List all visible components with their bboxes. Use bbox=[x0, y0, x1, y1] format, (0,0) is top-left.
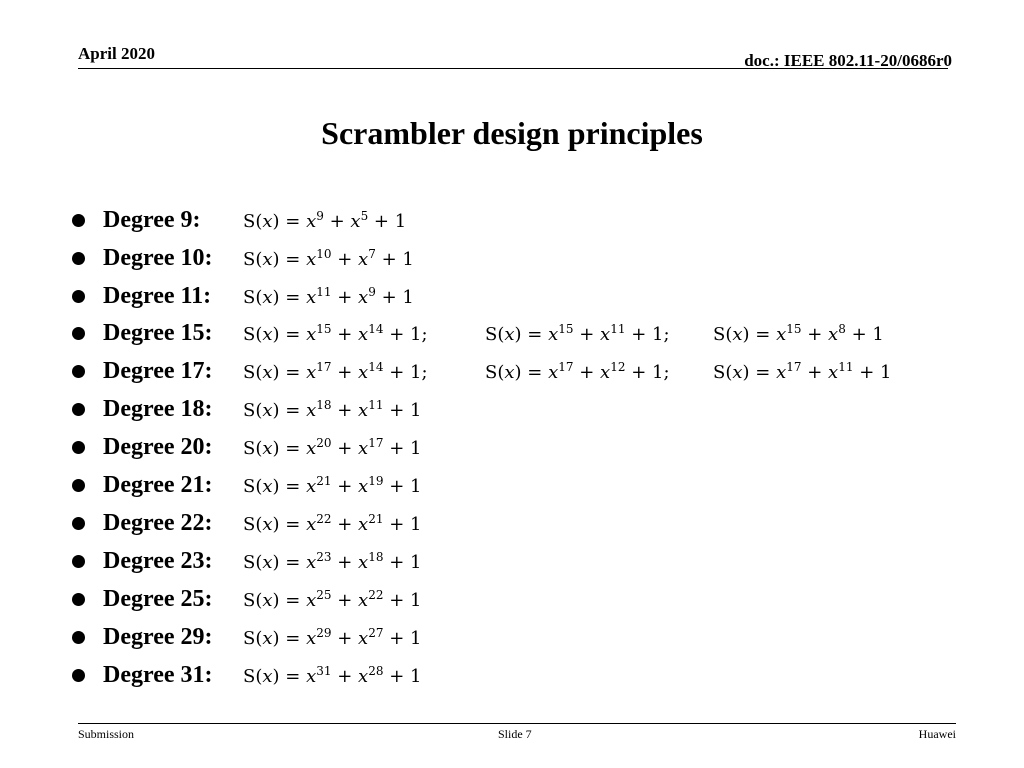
polynomial-formula: $S(x) = x^{25} + x^{22} + 1$ bbox=[243, 588, 422, 611]
bullet-dot-icon bbox=[72, 593, 85, 606]
bullet-item bbox=[0, 658, 1024, 692]
footer-submission: Submission bbox=[78, 727, 135, 741]
polynomial-formula: $S(x) = x^{20} + x^{17} + 1$ bbox=[243, 436, 422, 459]
bullet-dot-icon bbox=[72, 631, 85, 644]
bullet-item bbox=[0, 544, 1024, 578]
polynomial-formula: $S(x) = x^{15} + x^{11} + 1$; bbox=[485, 322, 670, 345]
polynomial-formula: $S(x) = x^{21} + x^{19} + 1$ bbox=[243, 474, 422, 497]
polynomial-formula: $S(x) = x^{11} + x^9 + 1$ bbox=[243, 285, 414, 308]
bullet-item bbox=[0, 506, 1024, 540]
bullet-item bbox=[0, 354, 1024, 388]
polynomial-formula: $S(x) = x^{23} + x^{18} + 1$ bbox=[243, 550, 422, 573]
footer-slide-number: Slide 7 bbox=[498, 727, 532, 741]
degree-label: Degree 9: bbox=[103, 207, 201, 233]
bullet-dot-icon bbox=[72, 403, 85, 416]
degree-label: Degree 10: bbox=[103, 245, 213, 271]
degree-label: Degree 25: bbox=[103, 586, 213, 612]
degree-label: Degree 11: bbox=[103, 283, 212, 309]
polynomial-formula: $S(x) = x^{18} + x^{11} + 1$ bbox=[243, 398, 422, 421]
bullet-dot-icon bbox=[72, 441, 85, 454]
bullet-dot-icon bbox=[72, 555, 85, 568]
polynomial-formula: $S(x) = x^{31} + x^{28} + 1$ bbox=[243, 664, 422, 687]
degree-label: Degree 29: bbox=[103, 624, 213, 650]
bullet-item bbox=[0, 241, 1024, 275]
bullet-item bbox=[0, 468, 1024, 502]
bullet-dot-icon bbox=[72, 365, 85, 378]
degree-label: Degree 22: bbox=[103, 510, 213, 536]
polynomial-formula: $S(x) = x^{17} + x^{14} + 1$; bbox=[243, 360, 428, 383]
bullet-item bbox=[0, 203, 1024, 237]
bullet-dot-icon bbox=[72, 290, 85, 303]
degree-label: Degree 21: bbox=[103, 472, 213, 498]
bullet-item bbox=[0, 430, 1024, 464]
bullet-item bbox=[0, 582, 1024, 616]
slide-title: Scrambler design principles bbox=[321, 115, 703, 151]
degree-label: Degree 17: bbox=[103, 358, 213, 384]
polynomial-formula: $S(x) = x^{15} + x^{14} + 1$; bbox=[243, 322, 428, 345]
bullet-dot-icon bbox=[72, 327, 85, 340]
footer-company: Huawei bbox=[918, 727, 956, 741]
polynomial-formula: $S(x) = x^{15} + x^8 + 1$ bbox=[713, 322, 884, 345]
bullet-dot-icon bbox=[72, 252, 85, 265]
polynomial-formula: $S(x) = x^{29} + x^{27} + 1$ bbox=[243, 626, 422, 649]
bullet-item bbox=[0, 620, 1024, 654]
degree-label: Degree 31: bbox=[103, 662, 213, 688]
bullet-dot-icon bbox=[72, 214, 85, 227]
polynomial-formula: $S(x) = x^{17} + x^{12} + 1$; bbox=[485, 360, 670, 383]
bullet-dot-icon bbox=[72, 517, 85, 530]
bullet-dot-icon bbox=[72, 669, 85, 682]
polynomial-formula: $S(x) = x^{10} + x^7 + 1$ bbox=[243, 247, 414, 270]
footer-divider bbox=[78, 723, 956, 724]
degree-label: Degree 15: bbox=[103, 320, 213, 346]
degree-label: Degree 18: bbox=[103, 396, 213, 422]
polynomial-formula: $S(x) = x^{22} + x^{21} + 1$ bbox=[243, 512, 422, 535]
polynomial-formula: $S(x) = x^{17} + x^{11} + 1$ bbox=[713, 360, 892, 383]
degree-label: Degree 20: bbox=[103, 434, 213, 460]
polynomial-formula: $S(x) = x^9 + x^5 + 1$ bbox=[243, 209, 407, 232]
header-date: April 2020 bbox=[78, 44, 155, 63]
bullet-item bbox=[0, 316, 1024, 350]
bullet-dot-icon bbox=[72, 479, 85, 492]
degree-label: Degree 23: bbox=[103, 548, 213, 574]
header-doc-id: doc.: IEEE 802.11-20/0686r0 bbox=[744, 51, 952, 70]
bullet-item bbox=[0, 279, 1024, 313]
bullet-item bbox=[0, 392, 1024, 426]
